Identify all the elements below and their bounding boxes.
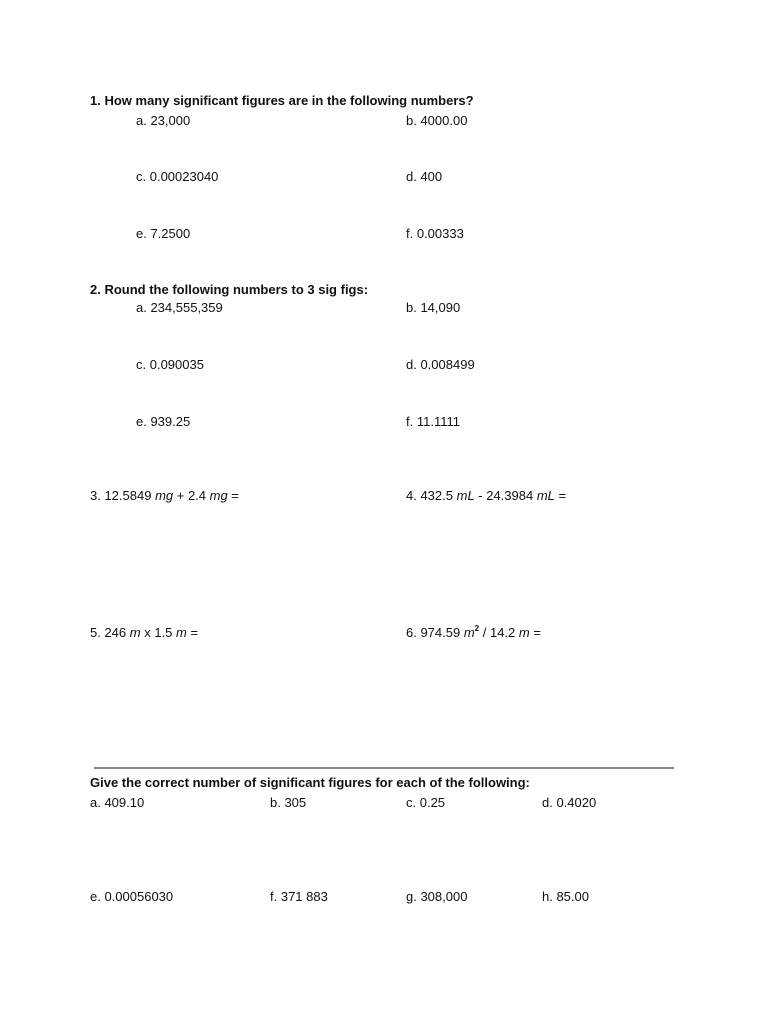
q2-item-b: b. 14,090 bbox=[406, 300, 461, 315]
q6-suffix: = bbox=[529, 625, 541, 640]
q1-item-b: b. 4000.00 bbox=[406, 113, 468, 128]
q7-item-d: d. 0.4020 bbox=[542, 795, 597, 810]
question-4 bbox=[406, 488, 566, 504]
q5-mid: x 1.5 bbox=[140, 625, 177, 640]
q3-prefix: 3. 12.5849 bbox=[90, 488, 156, 503]
q2-item-c: c. 0.090035 bbox=[136, 357, 204, 372]
question-6 bbox=[406, 625, 541, 641]
q2-item-a: a. 234,555,359 bbox=[136, 300, 223, 315]
section-divider bbox=[94, 767, 674, 769]
q4-suffix: = bbox=[554, 488, 567, 503]
q1-item-f: f. 0.00333 bbox=[406, 226, 464, 241]
q2-item-f: f. 11.1111 bbox=[406, 414, 460, 429]
q3-mid: + 2.4 bbox=[173, 488, 210, 503]
q2-item-d: d. 0.008499 bbox=[406, 357, 475, 372]
q6-prefix: 6. 974.59 bbox=[406, 625, 464, 640]
q6-exponent: 2 bbox=[474, 624, 480, 633]
q1-item-c: c. 0.00023040 bbox=[136, 169, 219, 184]
q4-unit-2: mL bbox=[536, 488, 555, 503]
q7-item-c: c. 0.25 bbox=[406, 795, 446, 810]
q7-item-e: e. 0.00056030 bbox=[90, 889, 174, 904]
q6-mid: / 14.2 bbox=[479, 625, 519, 640]
q7-item-b: b. 305 bbox=[270, 795, 307, 810]
q7-item-f: f. 371 883 bbox=[270, 889, 328, 904]
q3-unit-1: mg bbox=[155, 488, 174, 503]
q3-unit-2: mg bbox=[209, 488, 228, 503]
q2-item-e: e. 939.25 bbox=[136, 414, 191, 429]
q7-item-a: a. 409.10 bbox=[90, 795, 145, 810]
section-heading-sig-figs: Give the correct number of significant figures for each of the following: bbox=[90, 775, 530, 790]
q4-mid: - 24.3984 bbox=[474, 488, 537, 503]
question-5 bbox=[90, 625, 198, 641]
q5-suffix: = bbox=[186, 625, 199, 640]
q4-prefix: 4. 432.5 bbox=[406, 488, 457, 503]
q1-item-d: d. 400 bbox=[406, 169, 443, 184]
question-2-heading: 2. Round the following numbers to 3 sig figs: bbox=[90, 282, 369, 297]
q4-unit-1: mL bbox=[456, 488, 475, 503]
q6-unit-2: m bbox=[518, 625, 530, 640]
q5-prefix: 5. 246 bbox=[90, 625, 130, 640]
question-3 bbox=[90, 488, 239, 504]
q3-suffix: = bbox=[227, 488, 239, 503]
q5-unit-2: m bbox=[176, 625, 187, 640]
question-1-heading: 1. How many significant figures are in the following numbers? bbox=[90, 93, 474, 108]
q1-item-a: a. 23,000 bbox=[136, 113, 191, 128]
q6-unit-1: m bbox=[463, 625, 475, 640]
q7-item-g: g. 308,000 bbox=[406, 889, 468, 904]
q1-item-e: e. 7.2500 bbox=[136, 226, 191, 241]
q7-item-h: h. 85.00 bbox=[542, 889, 589, 904]
q5-unit-1: m bbox=[129, 625, 141, 640]
